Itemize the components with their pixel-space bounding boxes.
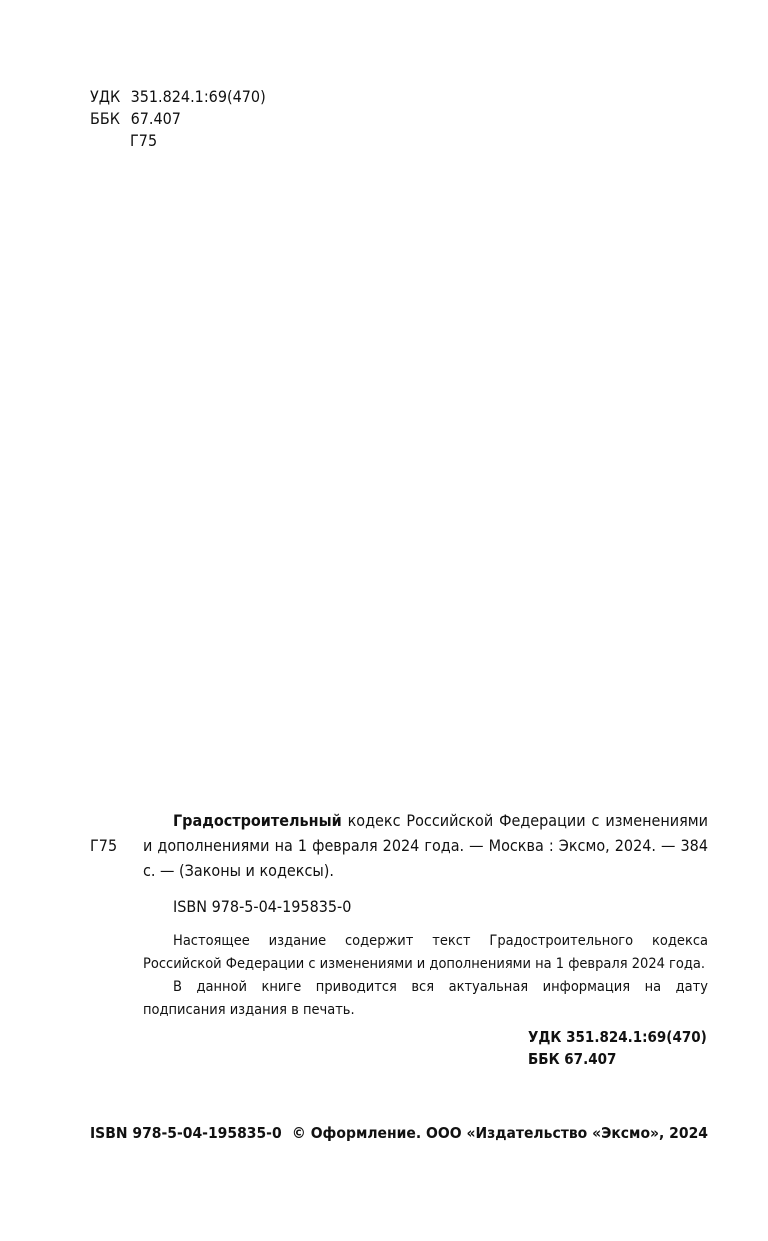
- udk-row: [90, 86, 266, 108]
- classification-block: [90, 86, 266, 152]
- entry-author-mark: Г75: [90, 836, 118, 855]
- imprint-footer: [90, 1124, 708, 1142]
- bbk-value: 67.407: [130, 109, 181, 128]
- annotation: [143, 930, 708, 1022]
- author-mark: Г75: [130, 131, 158, 150]
- description-text: кодекс Российской Федерации с изменениями и дополнениями на 1 февраля 2024 года. — Москва : Эксмо, 2024. — 384 с. — (Законы и кодексы).: [143, 811, 708, 880]
- annotation-paragraph: В данной книге приводится вся актуальная информация на дату подписания издания в печать.: [143, 979, 708, 1018]
- bottom-classification: [528, 1026, 707, 1070]
- bbk-label: ББК: [90, 109, 120, 128]
- bibliographic-entry: [90, 808, 708, 919]
- bbk-row: [90, 108, 266, 130]
- bottom-bbk: ББК 67.407: [528, 1050, 617, 1068]
- footer-copyright: © Оформление. ООО «Издательство «Эксмо», 2024: [291, 1124, 708, 1142]
- title-bold: Градостроительный: [173, 811, 342, 830]
- bibliographic-description: [143, 808, 708, 883]
- footer-isbn: ISBN 978-5-04-195835-0: [90, 1124, 282, 1142]
- udk-label: УДК: [90, 87, 121, 106]
- entry-isbn: ISBN 978-5-04-195835-0: [173, 897, 352, 916]
- bottom-udk: УДК 351.824.1:69(470): [528, 1028, 707, 1046]
- annotation-paragraph: Настоящее издание содержит текст Градостроительного кодекса Российской Федерации с изменениями и дополнениями на 1 февраля 2024 года.: [143, 933, 708, 972]
- udk-value: 351.824.1:69(470): [130, 87, 266, 106]
